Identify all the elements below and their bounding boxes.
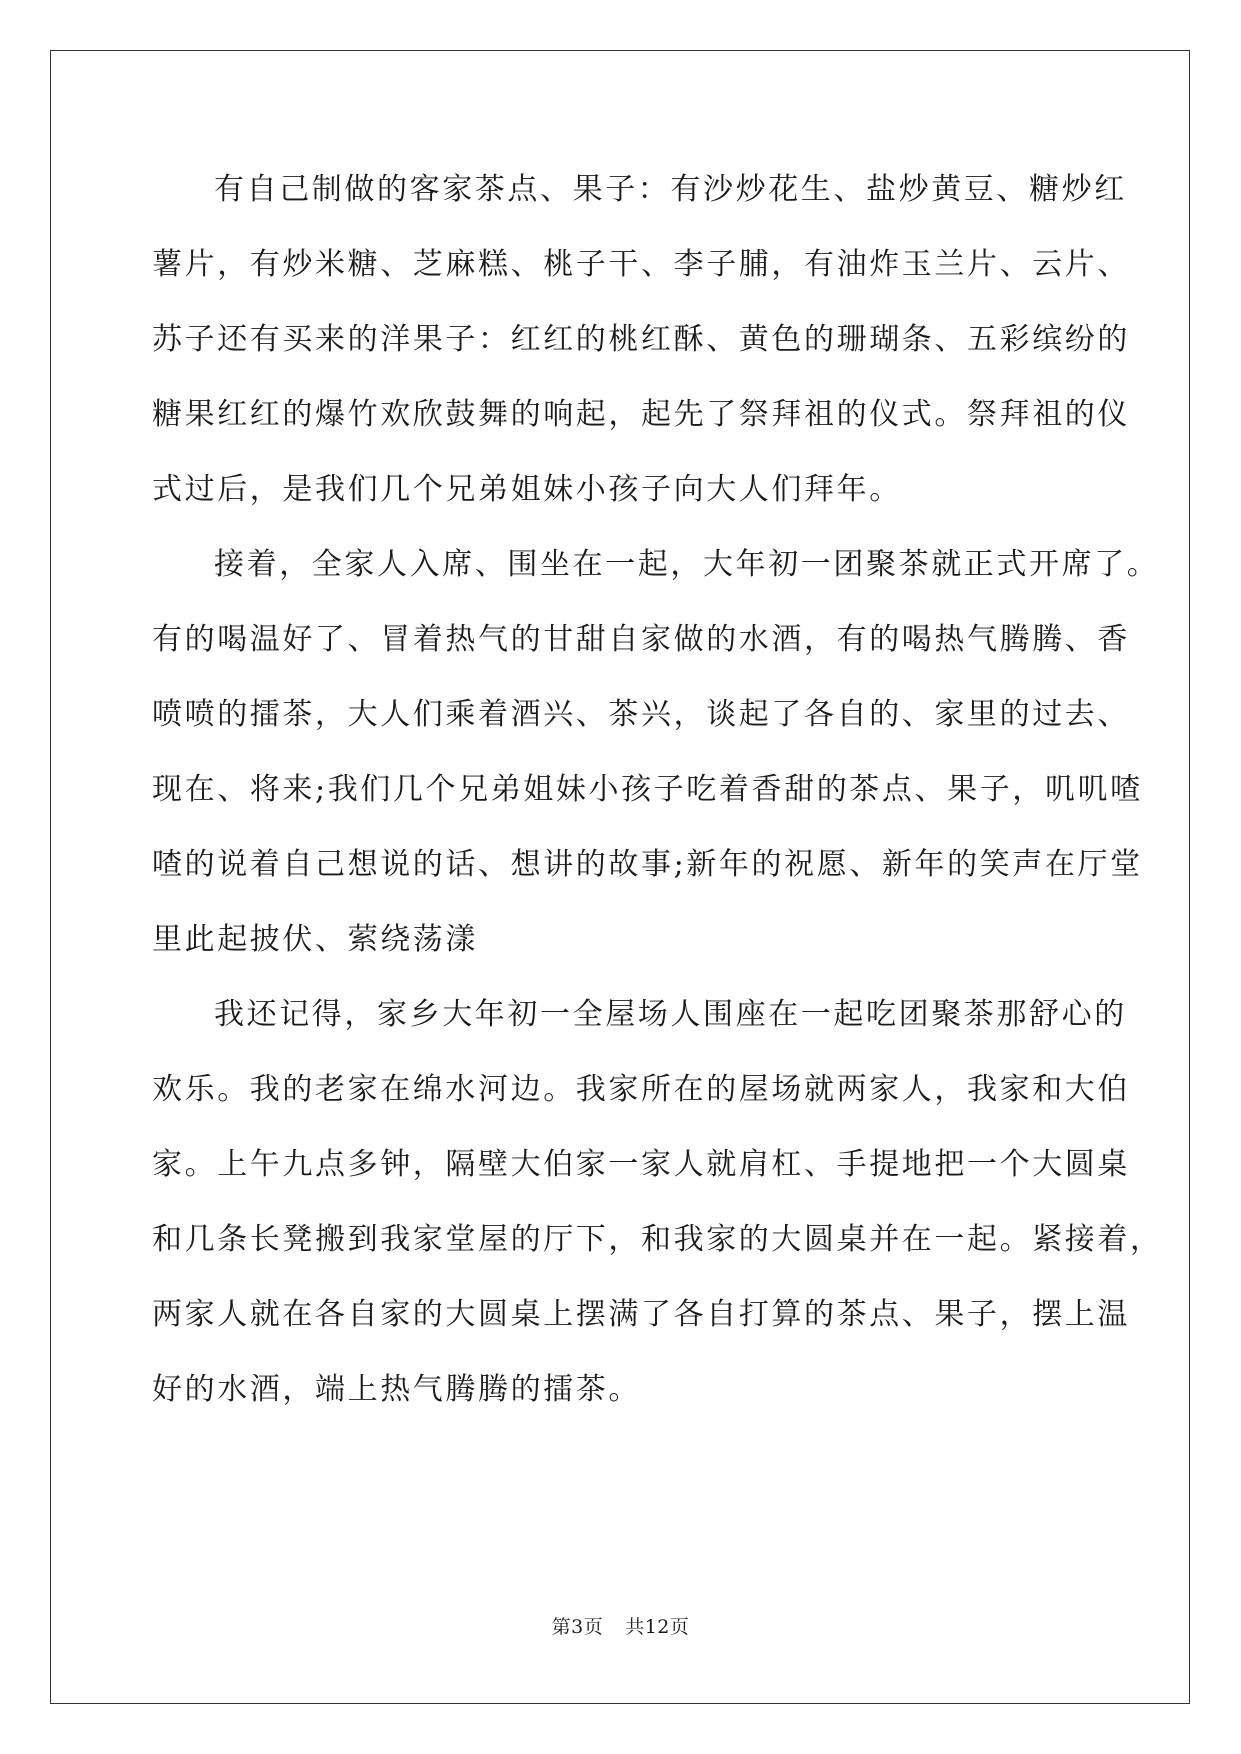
text-line: 薯片，有炒米糖、芝麻糕、桃子干、李子脯，有油炸玉兰片、云片、 — [152, 247, 1130, 282]
page-number: 第3页 — [551, 1616, 604, 1638]
text-line: 现在、将来;我们几个兄弟姐妹小孩子吃着香甜的茶点、果子，叽叽喳 — [152, 772, 1143, 807]
text-line: 式过后，是我们几个兄弟姐妹小孩子向大人们拜年。 — [152, 472, 902, 507]
text-line: 接着，全家人入席、围坐在一起，大年初一团聚茶就正式开席了。 — [214, 547, 1160, 582]
page-footer — [0, 1615, 1241, 1639]
text-line: 有自己制做的客家茶点、果子：有沙炒花生、盐炒黄豆、糖炒红 — [214, 172, 1127, 207]
text-line: 我还记得，家乡大年初一全屋场人围座在一起吃团聚茶那舒心的 — [214, 997, 1127, 1032]
text-line: 和几条长凳搬到我家堂屋的厅下，和我家的大圆桌并在一起。紧接着， — [152, 1222, 1163, 1257]
text-line: 糖果红红的爆竹欢欣鼓舞的响起，起先了祭拜祖的仪式。祭拜祖的仪 — [152, 397, 1130, 432]
text-line: 里此起披伏、萦绕荡漾 — [152, 922, 478, 957]
text-line: 喳的说着自己想说的话、想讲的故事;新年的祝愿、新年的笑声在厅堂 — [152, 847, 1143, 882]
document-body — [152, 165, 1163, 1440]
text-line: 家。上午九点多钟，隔壁大伯家一家人就肩杠、手提地把一个大圆桌 — [152, 1147, 1130, 1182]
text-line: 有的喝温好了、冒着热气的甘甜自家做的水酒，有的喝热气腾腾、香 — [152, 622, 1130, 657]
page-total: 共12页 — [625, 1616, 690, 1638]
text-line: 喷喷的擂茶，大人们乘着酒兴、茶兴，谈起了各自的、家里的过去、 — [152, 697, 1130, 732]
text-line: 好的水酒，端上热气腾腾的擂茶。 — [152, 1372, 641, 1407]
text-line: 苏子还有买来的洋果子：红红的桃红酥、黄色的珊瑚条、五彩缤纷的 — [152, 322, 1130, 357]
text-line: 两家人就在各自家的大圆桌上摆满了各自打算的茶点、果子，摆上温 — [152, 1297, 1130, 1332]
text-line: 欢乐。我的老家在绵水河边。我家所在的屋场就两家人，我家和大伯 — [152, 1072, 1130, 1107]
